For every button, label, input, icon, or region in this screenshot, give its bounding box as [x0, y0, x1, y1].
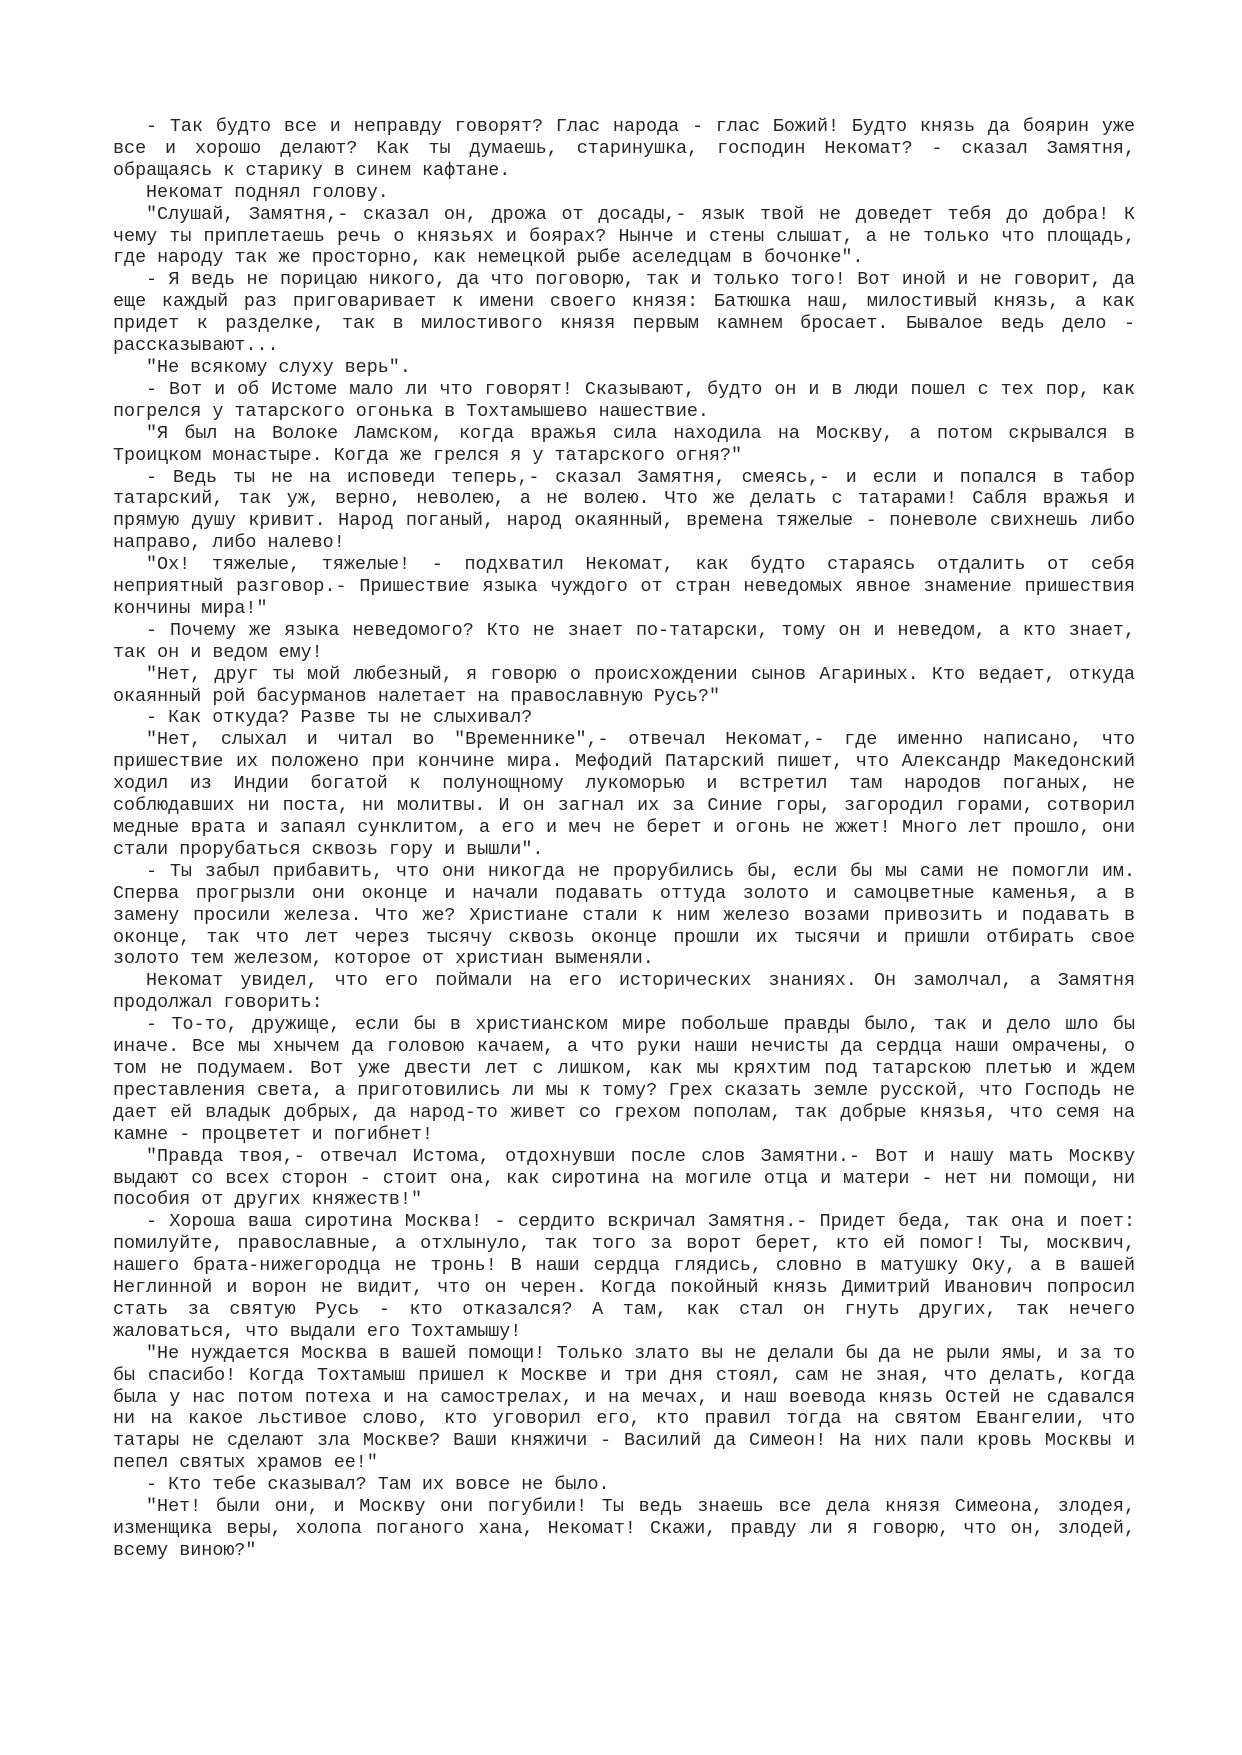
paragraph-7: "Я был на Волоке Ламском, когда вражья сила находила на Москву, а потом скрывался в Троицком монастыре. Когда же грелся я у татарского огня?"	[113, 422, 1135, 466]
paragraph-9: "Ох! тяжелые, тяжелые! - подхватил Некомат, как будто стараясь отдалить от себя неприятный разговор.- Пришествие языка чуждого от стран неведомых явное знамение пришествия кончины мира!"	[113, 554, 1135, 619]
paragraph-8: - Ведь ты не на исповеди теперь,- сказал Замятня, смеясь,- и если и попался в табор татарский, так уж, верно, неволею, а не волею. Что же делать с татарами! Сабля вражья и прямую душу кривит. Народ поганый, народ окаянный, времена тяжелые - поневоле свихнешь либо направо, либо налево!	[113, 466, 1135, 554]
paragraph-11: "Нет, друг ты мой любезный, я говорю о происхождении сынов Агариных. Кто ведает, откуда окаянный рой басурманов налетает на православную Русь?"	[113, 663, 1135, 707]
paragraph-21: "Нет! были они, и Москву они погубили! Ты ведь знаешь все дела князя Симеона, злодея, изменщика веры, холопа поганого хана, Некомат! Скажи, правду ли я говорю, что он, злодей, всему виною?"	[113, 1496, 1135, 1561]
paragraph-6: - Вот и об Истоме мало ли что говорят! Сказывают, будто он и в люди пошел с тех пор, как погрелся у татарского огонька в Тохтамышево нашествие.	[113, 378, 1135, 422]
paragraph-4: - Я ведь не порицаю никого, да что поговорю, так и только того! Вот иной и не говорит, да еще каждый раз приговаривает к имени своего князя: Батюшка наш, милостивый князь, а как придет к разделке, так в милостивого князя первым камнем бросает. Бывалое ведь дело - рассказывают...	[113, 269, 1135, 357]
paragraph-10: - Почему же языка неведомого? Кто не знает по-татарски, тому он и неведом, а кто знает, так он и ведом ему!	[113, 619, 1135, 663]
paragraph-14: - Ты забыл прибавить, что они никогда не прорубились бы, если бы мы сами не помогли им. Сперва прогрызли они оконце и начали подавать оттуда золото и самоцветные каменья, а в замену просили железа. Что же? Христиане стали к ним железо возами привозить и подавать в оконце, так что лет через тысячу сквозь оконце прошли их тысячи и пришли отбирать свое золото тем железом, которое от христиан выменяли.	[113, 860, 1135, 970]
paragraph-17: "Правда твоя,- отвечал Истома, отдохнувши после слов Замятни.- Вот и нашу мать Москву выдают со всех сторон - стоит она, как сиротина на могиле отца и матери - нет ни помощи, ни пособия от других княжеств!"	[113, 1145, 1135, 1211]
paragraph-15: Некомат увидел, что его поймали на его исторических знаниях. Он замолчал, а Замятня продолжал говорить:	[113, 970, 1135, 1014]
paragraph-20: - Кто тебе сказывал? Там их вовсе не было.	[146, 1474, 610, 1496]
paragraph-2: Некомат поднял голову.	[146, 181, 389, 203]
book-page	[113, 116, 1135, 1562]
paragraph-16: - То-то, дружище, если бы в христианском мире побольше правды было, так и дело шло бы иначе. Все мы хнычем да головою качаем, а что руки наши нечисты да сердца наши омрачены, о том не подумаем. Вот уже двести лет с лишком, как мы кряхтим под татарскою плетью и ждем преставления света, а приготовились ли мы к тому? Грех сказать земле русской, что Господь не дает ей владык добрых, да народ-то живет со грехом пополам, так добрые князья, что семя на камне - процветет и погибнет!	[113, 1014, 1135, 1145]
paragraph-18: - Хороша ваша сиротина Москва! - сердито вскричал Замятня.- Придет беда, так она и поет: помилуйте, православные, а отхлынуло, так того за ворот берет, кто ей помог! Ты, москвич, нашего брата-нижегородца не тронь! В наши сердца глядись, словно в матушку Оку, а в вашей Неглинной и ворон не видит, что он черен. Когда покойный князь Димитрий Иванович попросил стать за святую Русь - кто отказался? А там, как стал он гнуть других, так нечего жаловаться, что выдали его Тохтамышу!	[113, 1211, 1135, 1342]
paragraph-5: "Не всякому слуху верь".	[146, 356, 411, 378]
paragraph-12: - Как откуда? Разве ты не слыхивал?	[146, 707, 533, 729]
paragraph-1: - Так будто все и неправду говорят? Глас народа - глас Божий! Будто князь да боярин уже все и хорошо делают? Как ты думаешь, старинушка, господин Некомат? - сказал Замятня, обращаясь к старику в синем кафтане.	[113, 116, 1135, 181]
paragraph-19: "Не нуждается Москва в вашей помощи! Только злато вы не делали бы да не рыли ямы, и за то бы спасибо! Когда Тохтамыш пришел к Москве и три дня стоял, сам не зная, что делать, когда была у нас потом потеха и на самострелах, и на мечах, и наш воевода князь Остей не сдавался ни на какое льстивое слово, кто уговорил его, кто правил тогда на святом Евангелии, что татары не сделают зла Москве? Ваши княжичи - Василий да Симеон! На них пали кровь Москвы и пепел святых храмов ее!"	[113, 1342, 1135, 1474]
paragraph-3: "Слушай, Замятня,- сказал он, дрожа от досады,- язык твой не доведет тебя до добра! К чему ты приплетаешь речь о князьях и боярах? Нынче и стены слышат, а не только что площадь, где народу так же просторно, как немецкой рыбе аселедцам в бочонке".	[113, 203, 1135, 269]
paragraph-13: "Нет, слыхал и читал во "Временнике",- отвечал Некомат,- где именно написано, что пришествие их положено при кончине мира. Мефодий Патарский пишет, что Александр Македонский ходил из Индии богатой к полунощному лукоморью и встретил там народов поганых, не соблюдавших ни поста, ни молитвы. И он загнал их за Синие горы, загородил горами, сотворил медные врата и запаял сунклитом, а его и меч не берет и огонь не жжет! Много лет прошло, они стали прорубаться сквозь гору и вышли".	[113, 729, 1135, 860]
